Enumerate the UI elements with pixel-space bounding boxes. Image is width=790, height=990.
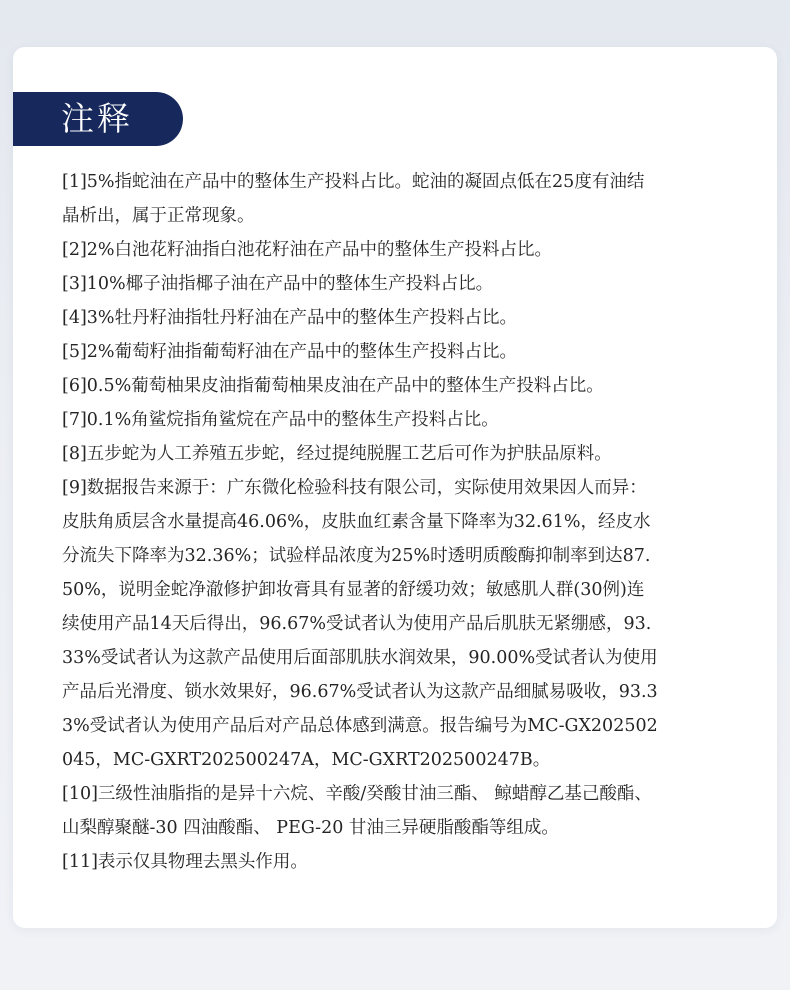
note-line: [5]2%葡萄籽油指葡萄籽油在产品中的整体生产投料占比。	[62, 342, 518, 362]
note-line: 045，MC-GXRT202500247A，MC-GXRT202500247B。	[62, 750, 551, 770]
note-line: [7]0.1%角鲨烷指角鲨烷在产品中的整体生产投料占比。	[62, 410, 499, 430]
note-line: [6]0.5%葡萄柚果皮油指葡萄柚果皮油在产品中的整体生产投料占比。	[62, 376, 604, 396]
note-line: 续使用产品14天后得出，96.67%受试者认为使用产品后肌肤无紧绷感，93.	[62, 614, 652, 634]
note-line: 33%受试者认为这款产品使用后面部肌肤水润效果，90.00%受试者认为使用	[62, 648, 658, 668]
note-line: [10]三级性油脂指的是异十六烷、辛酸/癸酸甘油三酯、 鲸蜡醇乙基己酸酯、	[62, 784, 652, 804]
note-line: [4]3%牡丹籽油指牡丹籽油在产品中的整体生产投料占比。	[62, 308, 518, 328]
note-line: 3%受试者认为使用产品后对产品总体感到满意。报告编号为MC-GX202502	[62, 716, 658, 736]
note-line: [8]五步蛇为人工养殖五步蛇，经过提纯脱腥工艺后可作为护肤品原料。	[62, 444, 612, 464]
note-line: 分流失下降率为32.36%；试验样品浓度为25%时透明质酸酶抑制率到达87.	[62, 546, 651, 566]
note-line: [1]5%指蛇油在产品中的整体生产投料占比。蛇油的凝固点低在25度有油结	[62, 172, 645, 192]
note-line: 晶析出，属于正常现象。	[62, 206, 255, 226]
note-line: 产品后光滑度、锁水效果好，96.67%受试者认为这款产品细腻易吸收，93.3	[62, 682, 658, 702]
note-line: [11]表示仅具物理去黑头作用。	[62, 852, 308, 872]
note-line: 皮肤角质层含水量提高46.06%，皮肤血红素含量下降率为32.61%，经皮水	[62, 512, 651, 532]
note-line: 山梨醇聚醚-30 四油酸酯、 PEG-20 甘油三异硬脂酸酯等组成。	[62, 818, 559, 838]
note-line: [9]数据报告来源于：广东微化检验科技有限公司，实际使用效果因人而异：	[62, 478, 647, 498]
note-line: [3]10%椰子油指椰子油在产品中的整体生产投料占比。	[62, 274, 494, 294]
note-line: [2]2%白池花籽油指白池花籽油在产品中的整体生产投料占比。	[62, 240, 553, 260]
section-title: 注释	[13, 92, 183, 146]
note-line: 50%，说明金蛇净澈修护卸妆膏具有显著的舒缓功效；敏感肌人群(30例)连	[62, 580, 645, 600]
